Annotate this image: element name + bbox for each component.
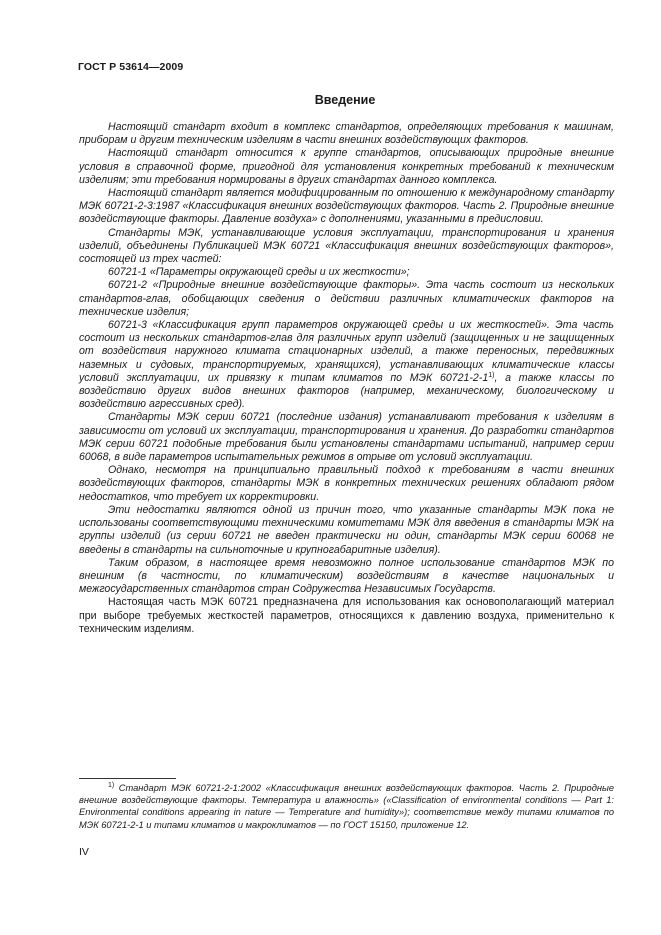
footnote-reference: 1) xyxy=(488,371,495,379)
paragraph-11: Таким образом, в настоящее время невозможно полное использование стандартов МЭК по внешним (в частности, по климатическим) воздействиям в качестве национальных и межгосударственных стандартов стран Содружества Независимых Государств. xyxy=(79,556,614,596)
paragraph-8: Стандарты МЭК серии 60721 (последние издания) устанавливают требования к изделиям в зависимости от условий их эксплуатации, транспортирования и хранения. До разработки стандартов МЭК серии 60721 подобные требования были установлены стандартами испытаний, например серии 60068, в виде параметров испытательных режимов в отрыве от условий эксплуатации. xyxy=(79,411,614,464)
paragraph-7-text-end: , а также классы по воздействию других видов внешних факторов (например, механическому, биологическому и воздействию агрессивных сред). xyxy=(79,371,614,411)
paragraph-5: 60721-1 «Параметры окружающей среды и их жесткости»; xyxy=(108,266,410,279)
footnote-marker: 1) xyxy=(108,782,115,789)
section-title: Введение xyxy=(314,93,376,107)
footnote-separator xyxy=(79,778,176,779)
footnote xyxy=(79,782,614,831)
paragraph-1: Настоящий стандарт входит в комплекс стандартов, определяющих требования к машинам, приборам и другим техническим изделиям в части внешних воздействующих факторов. xyxy=(79,121,614,147)
paragraph-6: 60721-2 «Природные внешние воздействующие факторы». Эта часть состоит из нескольких стандартов-глав, обобщающих сведения о действии различных климатических факторов на технические изделия; xyxy=(79,279,614,318)
paragraph-9: Однако, несмотря на принципиально правильный подход к требованиям в части внешних воздействующих факторов, стандарты МЭК в конкретных технических решениях обладают рядом недостатков, что требует их корректировки. xyxy=(79,464,614,503)
paragraph-7-text-start: 60721-3 «Классификация групп параметров окружающей среды и их жесткостей». Эта часть состоит из нескольких стандартов-глав для различных групп изделий (защищенных и не защищенных от воздействия наружного климата стационарных изделий, а также переносных, передвижных наземных и судовых, транспортируемых, хранящихся), устанавливающих климатические классы условий эксплуатации, их привязку к типам климатов по МЭК 60721-2-1 xyxy=(79,319,614,384)
paragraph-2: Настоящий стандарт относится к группе стандартов, описывающих природные внешние условия в справочной форме, пригодной для установления конкретных требований к техническим изделиям; эти требования нормированы в других стандартах данного комплекса. xyxy=(79,147,614,186)
paragraph-3: Настоящий стандарт является модифицированным по отношению к международному стандарту МЭК 60721-2-3:1987 «Классификация внешних воздействующих факторов. Часть 2. Природные внешние воздействующие факторы. Давление воздуха» с дополнениями, указанными в предисловии. xyxy=(79,187,614,226)
paragraph-4: Стандарты МЭК, устанавливающие условия эксплуатации, транспортирования и хранения изделий, объединены Публикацией МЭК 60721 «Классификация внешних воздействующих факторов», состоящей из трех частей: xyxy=(79,226,614,266)
body-text xyxy=(79,121,614,636)
paragraph-7 xyxy=(79,319,614,411)
paragraph-12: Настоящая часть МЭК 60721 предназначена для использования как основополагающий материал при выборе требуемых жесткостей параметров, относящихся к давлению воздуха, применительно к техническим изделиям. xyxy=(79,596,614,635)
footnote-text: Стандарт МЭК 60721-2-1:2002 «Классификация внешних воздействующих факторов. Часть 2. Природные внешние воздействующие факторы. Температура и влажность» («Classification of environmental conditions — Part 1: Environmental conditions appearing in nature — Temperature and humidity»); соответствие между типами климатов по МЭК 60721-2-1 и типами климатов и макроклиматов — по ГОСТ 15150, приложение 12. xyxy=(79,783,614,830)
document-code-header: ГОСТ Р 53614—2009 xyxy=(78,61,184,73)
paragraph-10: Эти недостатки являются одной из причин того, что указанные стандарты МЭК пока не использованы соответствующими техническими комитетами МЭК для введения в стандарты МЭК на группы изделий (из серии 60721 не введен практически ни один, стандарты МЭК серии 60068 не введены в стандарты на сильноточные и крупногабаритные изделия). xyxy=(79,503,614,556)
page-number: IV xyxy=(79,846,89,858)
